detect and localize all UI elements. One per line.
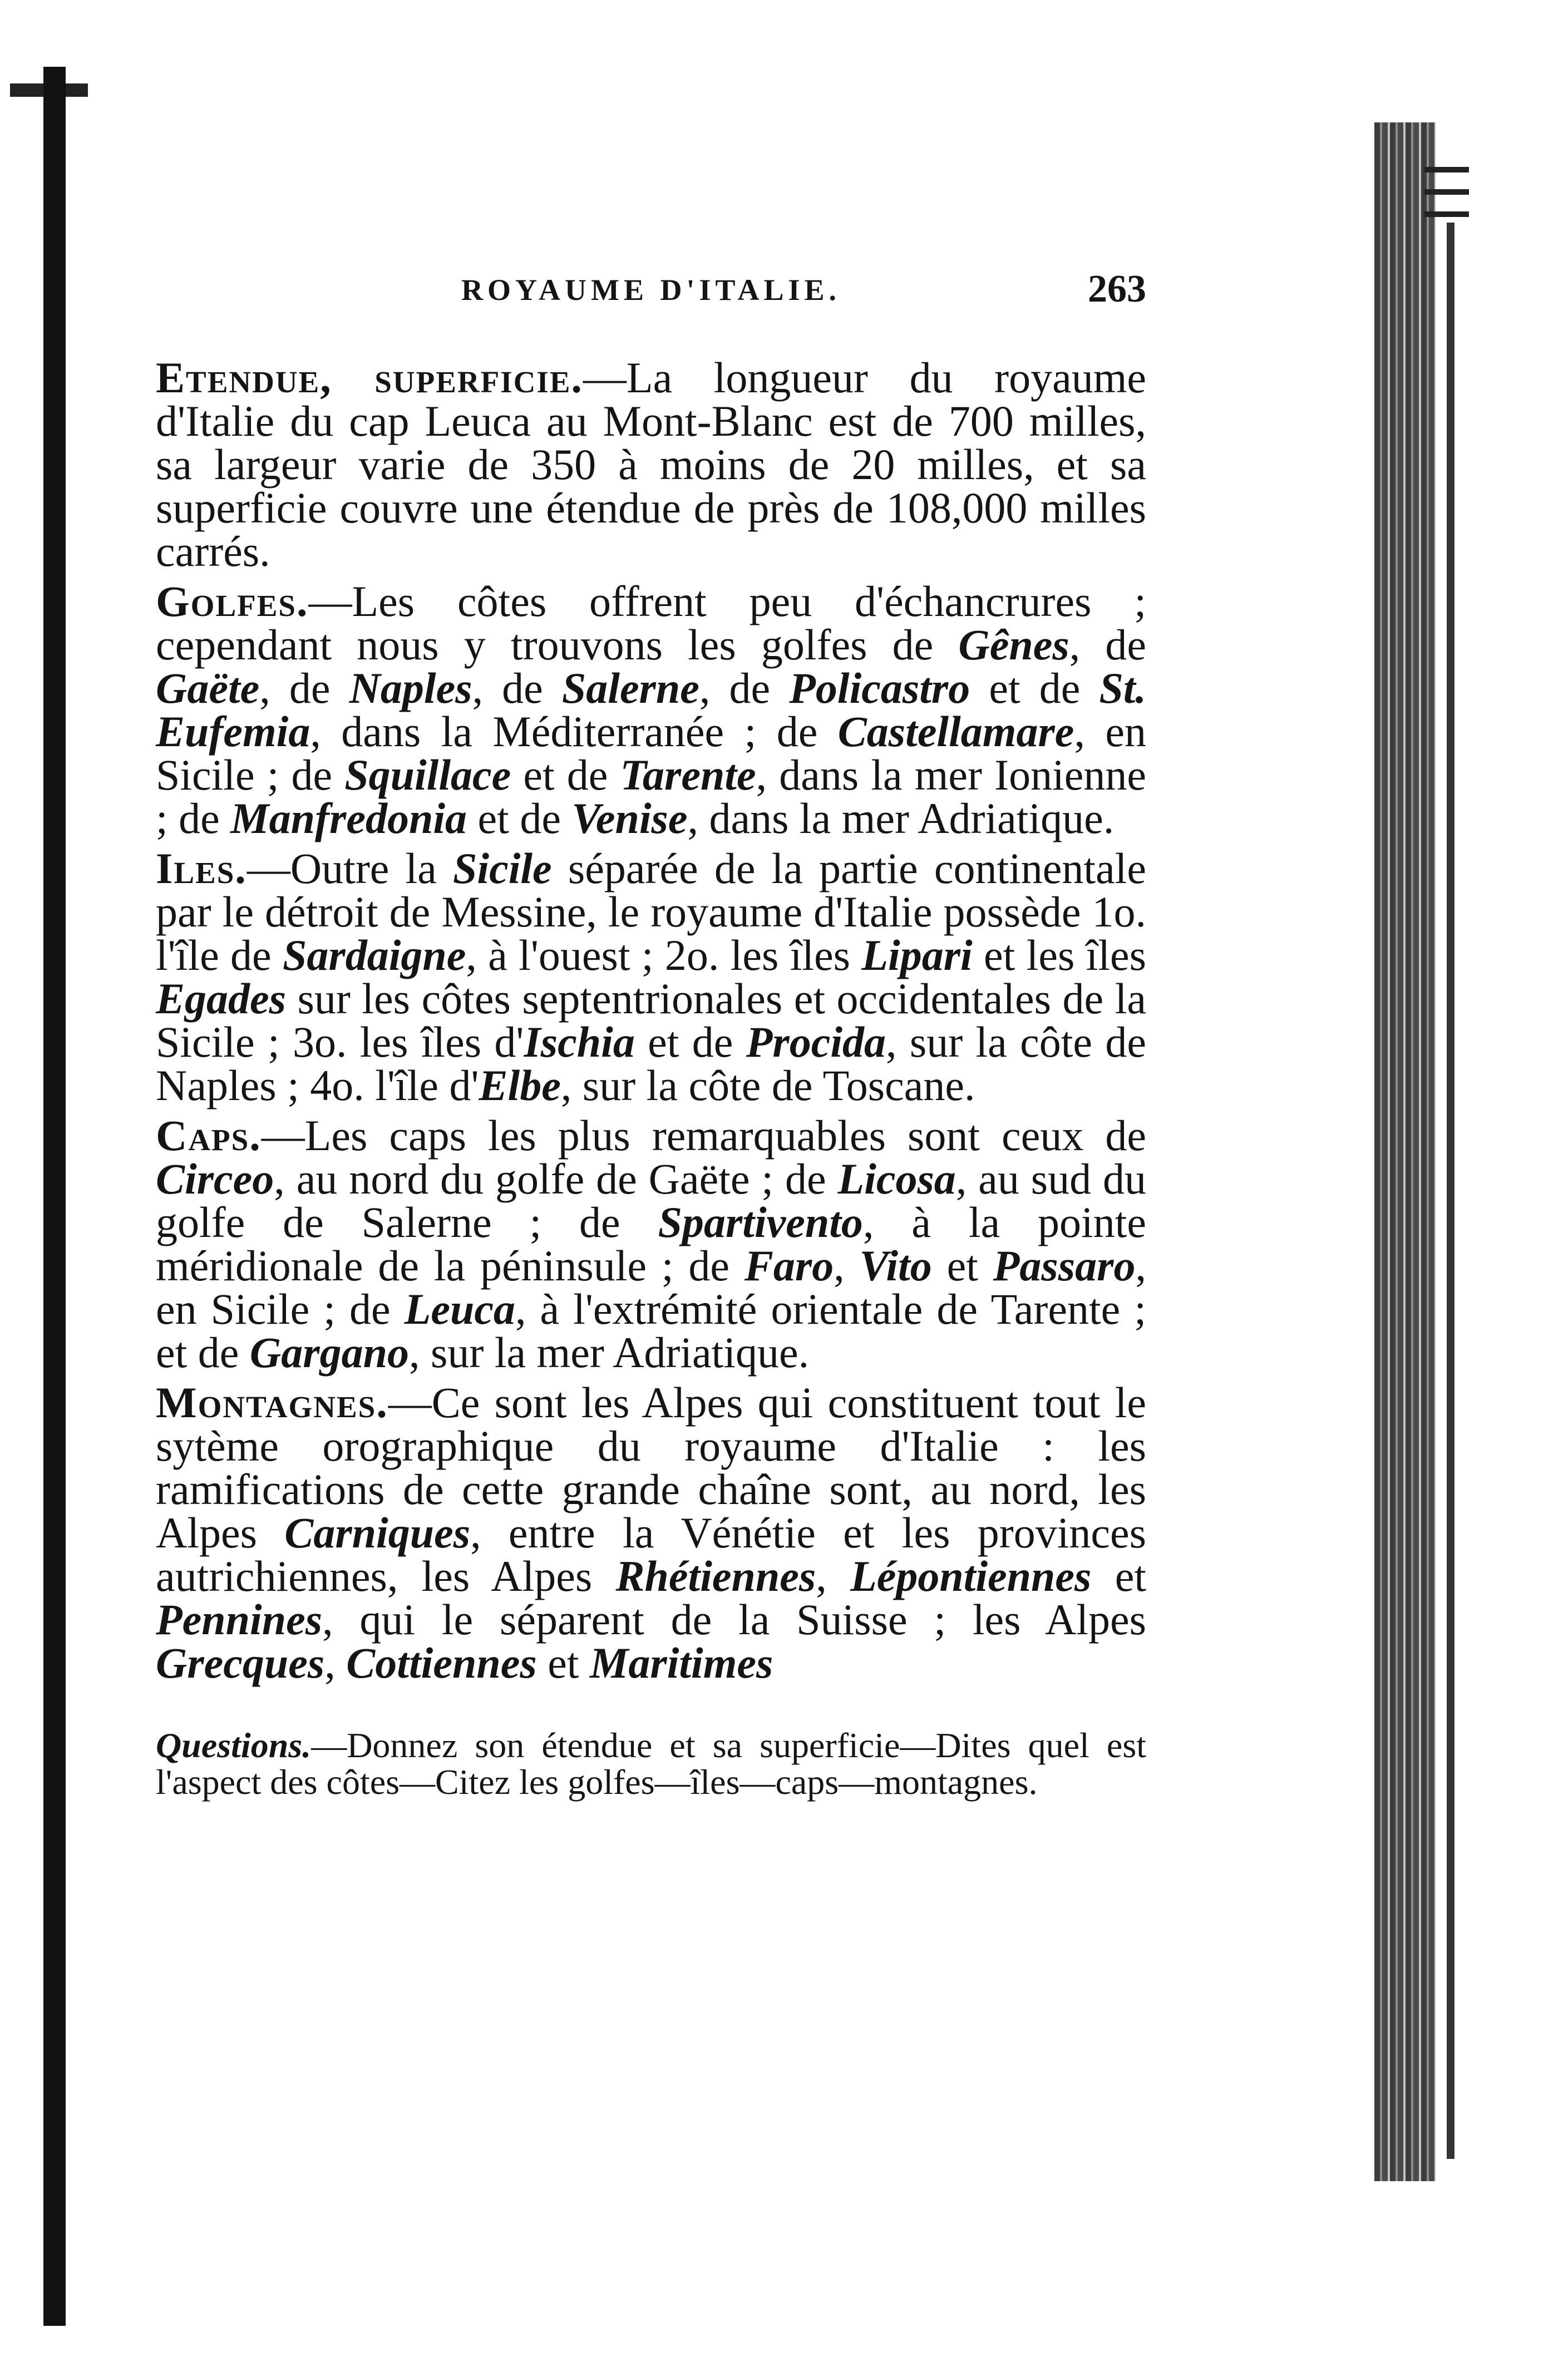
place-name: Salerne bbox=[561, 664, 699, 712]
paragraph-text: , au nord du golfe de Gaëte ; de bbox=[274, 1155, 838, 1203]
place-name: Manfredonia bbox=[230, 794, 467, 842]
place-name: Gênes bbox=[958, 620, 1069, 669]
place-name: Ischia bbox=[524, 1018, 635, 1066]
paragraph-text: , bbox=[324, 1639, 347, 1687]
paragraph-text: , bbox=[834, 1241, 860, 1290]
paragraph-text: et de bbox=[970, 664, 1099, 712]
questions-text: —Donnez son étendue et sa superficie—Dites quel est l'aspect des côtes—Citez les golfes—îles—caps—montagnes. bbox=[156, 1725, 1146, 1802]
paragraph-text: et bbox=[536, 1639, 590, 1687]
page-fore-edge bbox=[1374, 122, 1436, 2181]
paragraph-caps bbox=[156, 1111, 1147, 1377]
paragraph-text: —Les côtes offrent peu d'échancrures ; cependant nous y trouvons les golfes de bbox=[156, 577, 1146, 669]
place-name: Sardaigne bbox=[282, 931, 466, 979]
paragraph-text: , bbox=[816, 1552, 851, 1600]
paragraph-keyword: Golfes. bbox=[156, 577, 309, 625]
place-name: Vito bbox=[859, 1241, 932, 1290]
paragraph-golfes bbox=[156, 577, 1147, 842]
place-name: Lipari bbox=[861, 931, 973, 979]
paragraph-text: , de bbox=[1069, 620, 1146, 669]
place-name: Tarente bbox=[620, 751, 756, 799]
paragraph-text: , de bbox=[472, 664, 562, 712]
place-name: Maritimes bbox=[589, 1639, 773, 1687]
paragraph-text: séparée de la partie continentale par le détroit de Messine, le royaume d'Italie possède 1o. l'île de bbox=[156, 844, 1146, 979]
place-name: Procida bbox=[746, 1018, 886, 1066]
running-head bbox=[156, 267, 1146, 334]
fore-edge-mark bbox=[1424, 189, 1469, 195]
place-name: Castellamare bbox=[837, 707, 1074, 756]
paragraph-text: —Outre la bbox=[246, 844, 453, 892]
paragraph-text: et de bbox=[467, 794, 572, 842]
place-name: Cottiennes bbox=[346, 1639, 537, 1687]
paragraph-text: et de bbox=[634, 1018, 746, 1066]
paragraph-text: , dans la mer Ionienne ; de bbox=[156, 751, 1146, 842]
page-body bbox=[156, 353, 1147, 1687]
place-name: Policastro bbox=[789, 664, 970, 712]
paragraph-text: , en Sicile ; de bbox=[156, 707, 1146, 799]
paragraph-text: , à la pointe méridionale de la péninsule ; de bbox=[156, 1198, 1147, 1290]
page-number: 263 bbox=[1088, 268, 1146, 310]
place-name: Spartivento bbox=[658, 1198, 863, 1246]
paragraph-text: , à l'ouest ; 2o. les îles bbox=[466, 931, 862, 979]
paragraph-text: et les îles bbox=[972, 931, 1146, 979]
running-head-title: ROYAUME D'ITALIE. bbox=[461, 273, 841, 307]
paragraph-etendue bbox=[156, 353, 1147, 575]
paragraph-text: , dans la Méditerranée ; de bbox=[310, 707, 838, 756]
paragraph-text: et de bbox=[511, 751, 620, 799]
paragraph-montagnes bbox=[156, 1378, 1146, 1687]
paragraph-text: —La longueur du royaume d'Italie du cap Leuca au Mont-Blanc est de 700 milles, sa largeur varie de 350 à moins de 20 milles, et sa superficie couvre une étendue de près de 108,000 milles carrés. bbox=[156, 353, 1147, 575]
place-name: Grecques bbox=[156, 1639, 325, 1687]
paragraph-text: —Les caps les plus remarquables sont ceux de bbox=[261, 1111, 1146, 1160]
paragraph-iles bbox=[156, 844, 1146, 1110]
paragraph-keyword: Iles. bbox=[156, 844, 247, 892]
fore-edge-mark bbox=[1424, 211, 1469, 217]
book-page bbox=[156, 267, 1146, 1801]
paragraph-text: , en Sicile ; de bbox=[156, 1241, 1146, 1333]
paragraph-text: et bbox=[1091, 1552, 1146, 1600]
place-name: Egades bbox=[156, 974, 286, 1023]
fore-edge-rule bbox=[1447, 223, 1454, 2159]
fore-edge-mark bbox=[1424, 167, 1469, 172]
paragraph-text: , de bbox=[699, 664, 790, 712]
place-name: Circeo bbox=[156, 1155, 274, 1203]
place-name: St. Eufemia bbox=[156, 664, 1147, 756]
paragraph-keyword: Caps. bbox=[156, 1111, 262, 1160]
paragraph-text: , entre la Vénétie et les provinces autrichiennes, les Alpes bbox=[156, 1508, 1146, 1600]
place-name: Carniques bbox=[284, 1508, 471, 1557]
place-name: Lépontiennes bbox=[850, 1552, 1092, 1600]
paragraph-text: sur les côtes septentrionales et occidentales de la Sicile ; 3o. les îles d' bbox=[156, 974, 1146, 1066]
place-name: Rhétiennes bbox=[615, 1552, 816, 1600]
place-name: Leuca bbox=[404, 1285, 515, 1333]
paragraph-text: , sur la côte de Toscane. bbox=[560, 1061, 975, 1110]
paragraph-text: , sur la côte de Naples ; 4o. l'île d' bbox=[156, 1018, 1146, 1110]
paragraph-text: , de bbox=[259, 664, 349, 712]
binding-edge bbox=[43, 67, 66, 2326]
place-name: Sicile bbox=[453, 844, 552, 892]
paragraph-text: , au sud du golfe de Salerne ; de bbox=[156, 1155, 1146, 1246]
paragraph-text: —Ce sont les Alpes qui constituent tout le sytème orographique du royaume d'Italie : les ramifications de cette grande chaîne sont, au nord, les Alpes bbox=[156, 1378, 1146, 1557]
place-name: Passaro bbox=[993, 1241, 1136, 1290]
questions-lead: Questions. bbox=[156, 1725, 312, 1765]
place-name: Naples bbox=[349, 664, 472, 712]
paragraph-text: , à l'extrémité orientale de Tarente ; et de bbox=[156, 1285, 1146, 1377]
place-name: Faro bbox=[744, 1241, 834, 1290]
questions-footnote bbox=[156, 1727, 1146, 1801]
place-name: Licosa bbox=[837, 1155, 956, 1203]
paragraph-text: et bbox=[931, 1241, 993, 1290]
paragraph-text: , qui le séparent de la Suisse ; les Alpes bbox=[322, 1595, 1146, 1644]
place-name: Squillace bbox=[344, 751, 511, 799]
place-name: Gaëte bbox=[156, 664, 260, 712]
paragraph-keyword: Etendue, superficie. bbox=[156, 353, 583, 402]
place-name: Elbe bbox=[479, 1061, 561, 1110]
place-name: Pennines bbox=[156, 1595, 323, 1644]
paragraph-text: , sur la mer Adriatique. bbox=[409, 1328, 810, 1377]
paragraph-keyword: Montagnes. bbox=[156, 1378, 388, 1427]
paragraph-text: , dans la mer Adriatique. bbox=[687, 794, 1115, 842]
place-name: Venise bbox=[571, 794, 688, 842]
place-name: Gargano bbox=[249, 1328, 409, 1377]
